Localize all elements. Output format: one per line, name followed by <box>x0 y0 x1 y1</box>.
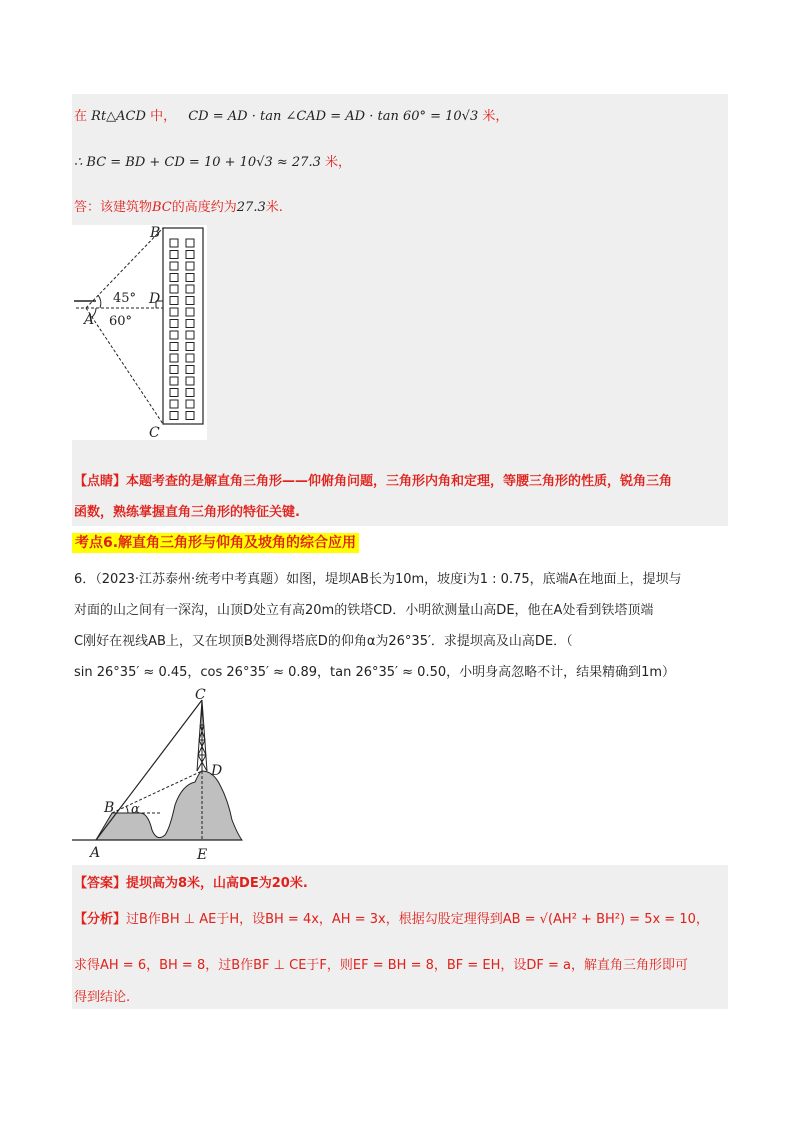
label-A: A <box>84 312 95 328</box>
analysis-line-2: 求得AH = 6，BH = 8，过B作BF ⊥ CE于F，则EF = BH = 8，BF = EH，设DF = a，解直角三角形即可 <box>74 958 689 973</box>
label-C: C <box>149 425 160 440</box>
label-D: D <box>149 291 161 307</box>
problem-line-1: 6．（2023·江苏泰州·统考中考真题）如图，堤坝AB长为10m，坡度i为1 : 0.75，底端A在地面上，提坝与 <box>74 572 682 587</box>
building-figure <box>72 225 207 440</box>
analysis-line-3: 得到结论. <box>74 990 131 1005</box>
label-A2: A <box>90 845 101 861</box>
solution-answer: 答：该建筑物BC的高度约为27.3米. <box>74 200 283 215</box>
solution-line-2: ∴ BC = BD + CD = 10 + 10√3 ≈ 27.3 米， <box>74 155 352 170</box>
label-D2: D <box>211 763 223 779</box>
angle-45-label: 45° <box>113 291 137 306</box>
answer-line: 【答案】提坝高为8米，山高DE为20米. <box>74 876 308 891</box>
mountain-shape <box>96 771 242 840</box>
problem-line-4: sin 26°35′ ≈ 0.45，cos 26°35′ ≈ 0.89，tan 26°35′ ≈ 0.50，小明身高忽略不计，结果精确到1m） <box>74 665 676 680</box>
problem-line-2: 对面的山之间有一深沟，山顶D处立有高20m的铁塔CD．小明欲测量山高DE，他在A处看到铁塔顶端 <box>74 603 654 618</box>
label-B: B <box>150 225 161 241</box>
tower-icon <box>197 700 207 771</box>
label-B2: B <box>104 800 115 816</box>
angle-60-label: 60° <box>109 314 133 329</box>
label-alpha: α <box>131 802 140 817</box>
dam-mountain-figure <box>70 685 250 865</box>
analysis-line-1: 【分析】过B作BH ⊥ AE于H，设BH = 4x，AH = 3x，根据勾股定理得到AB = √(AH² + BH²) = 5x = 10， <box>74 912 709 927</box>
solution-line-1: 在 Rt△ACD 中， CD = AD · tan ∠CAD = AD · tan 60° = 10√3 米， <box>74 109 509 124</box>
section-title: 考点6.解直角三角形与仰角及坡角的综合应用 <box>72 533 359 553</box>
comment-line-1: 【点睛】本题考查的是解直角三角形——仰俯角问题，三角形内角和定理，等腰三角形的性质，锐角三角 <box>74 474 673 489</box>
label-E2: E <box>197 847 208 863</box>
comment-line-2: 函数，熟练掌握直角三角形的特征关键. <box>74 505 300 520</box>
label-C2: C <box>195 687 206 703</box>
problem-line-3: C刚好在视线AB上，又在坝顶B处测得塔底D的仰角α为26°35′．求提坝高及山高DE．（ <box>74 634 573 649</box>
